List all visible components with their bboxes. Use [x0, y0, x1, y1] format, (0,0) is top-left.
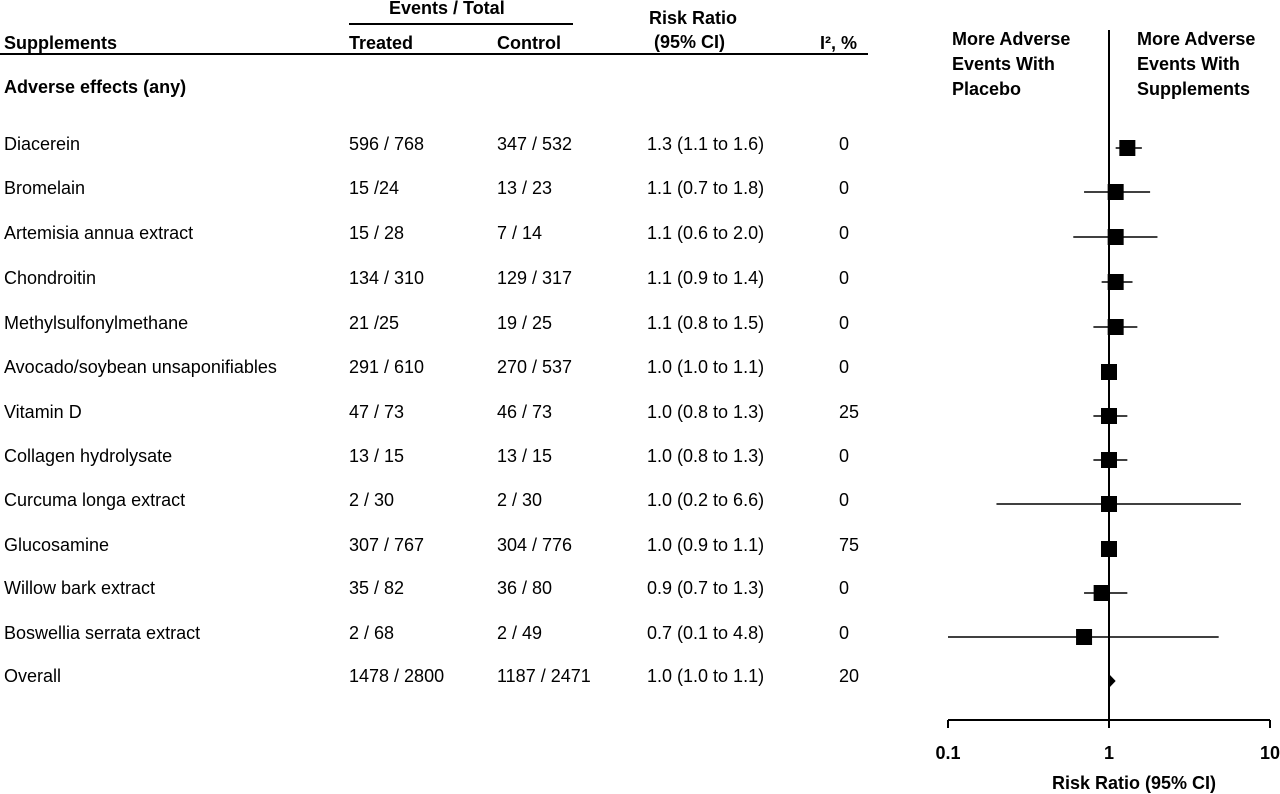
row-treated: 2 / 30 — [349, 490, 395, 510]
row-i2: 0 — [839, 134, 850, 154]
row-i2: 0 — [839, 578, 850, 598]
row-i2: 20 — [839, 666, 860, 686]
row-supplement: Willow bark extract — [4, 578, 156, 598]
row-supplement: Vitamin D — [4, 402, 82, 422]
row-i2: 75 — [839, 535, 860, 555]
row-supplement: Avocado/soybean unsaponifiables — [4, 357, 277, 377]
row-risk-ratio: 1.1 (0.6 to 2.0) — [647, 223, 765, 243]
events-total-header: Events / Total — [389, 0, 505, 18]
point-estimate — [1101, 541, 1117, 557]
row-risk-ratio: 1.0 (0.9 to 1.1) — [647, 535, 765, 555]
overall-diamond — [1109, 674, 1116, 688]
row-control: 2 / 49 — [497, 623, 543, 643]
point-estimate — [1119, 140, 1135, 156]
row-treated: 134 / 310 — [349, 268, 425, 288]
point-estimate — [1108, 274, 1124, 290]
row-risk-ratio: 1.0 (0.8 to 1.3) — [647, 402, 765, 422]
row-supplement: Bromelain — [4, 178, 86, 198]
point-estimate — [1108, 184, 1124, 200]
row-treated: 15 / 28 — [349, 223, 405, 243]
row-treated: 47 / 73 — [349, 402, 405, 422]
row-supplement: Overall — [4, 666, 62, 686]
point-estimate — [1108, 229, 1124, 245]
point-estimate — [1108, 319, 1124, 335]
row-supplement: Boswellia serrata extract — [4, 623, 201, 643]
row-supplement: Methylsulfonylmethane — [4, 313, 189, 333]
row-i2: 0 — [839, 223, 850, 243]
row-treated: 596 / 768 — [349, 134, 425, 154]
row-risk-ratio: 1.0 (0.8 to 1.3) — [647, 446, 765, 466]
row-supplement: Curcuma longa extract — [4, 490, 186, 510]
row-risk-ratio: 1.1 (0.8 to 1.5) — [647, 313, 765, 333]
row-control: 46 / 73 — [497, 402, 553, 422]
treated-header: Treated — [349, 33, 414, 53]
risk-ratio-header: Risk Ratio — [649, 8, 738, 28]
point-estimate — [1101, 408, 1117, 424]
row-supplement: Artemisia annua extract — [4, 223, 194, 243]
row-i2: 0 — [839, 313, 850, 333]
point-estimate — [1101, 496, 1117, 512]
row-treated: 15 /24 — [349, 178, 400, 198]
section-title: Adverse effects (any) — [4, 77, 187, 97]
row-control: 129 / 317 — [497, 268, 573, 288]
row-control: 270 / 537 — [497, 357, 573, 377]
row-treated: 307 / 767 — [349, 535, 425, 555]
left-direction-label: More Adverse — [952, 29, 1071, 49]
ci-header: (95% CI) — [654, 32, 726, 52]
row-risk-ratio: 1.0 (0.2 to 6.6) — [647, 490, 765, 510]
row-risk-ratio: 0.9 (0.7 to 1.3) — [647, 578, 765, 598]
row-supplement: Diacerein — [4, 134, 81, 154]
row-i2: 25 — [839, 402, 860, 422]
right-direction-label: Supplements — [1137, 79, 1251, 99]
row-treated: 291 / 610 — [349, 357, 425, 377]
row-control: 36 / 80 — [497, 578, 553, 598]
row-control: 13 / 15 — [497, 446, 553, 466]
point-estimate — [1101, 364, 1117, 380]
left-direction-label: Events With — [952, 54, 1055, 74]
point-estimate — [1094, 585, 1110, 601]
row-i2: 0 — [839, 623, 850, 643]
row-i2: 0 — [839, 490, 850, 510]
row-i2: 0 — [839, 357, 850, 377]
row-control: 7 / 14 — [497, 223, 543, 243]
x-tick-label: 0.1 — [935, 743, 961, 763]
row-supplement: Glucosamine — [4, 535, 110, 555]
x-axis-label: Risk Ratio (95% CI) — [1051, 773, 1217, 793]
row-treated: 21 /25 — [349, 313, 400, 333]
row-i2: 0 — [839, 268, 850, 288]
supplements-header: Supplements — [4, 33, 118, 53]
point-estimate — [1101, 452, 1117, 468]
row-risk-ratio: 1.1 (0.9 to 1.4) — [647, 268, 765, 288]
right-direction-label: Events With — [1137, 54, 1240, 74]
row-control: 347 / 532 — [497, 134, 573, 154]
row-supplement: Chondroitin — [4, 268, 97, 288]
row-risk-ratio: 1.0 (1.0 to 1.1) — [647, 666, 765, 686]
x-tick-label: 10 — [1259, 743, 1280, 763]
left-direction-label: Placebo — [952, 79, 1022, 99]
row-control: 304 / 776 — [497, 535, 573, 555]
row-i2: 0 — [839, 178, 850, 198]
row-treated: 35 / 82 — [349, 578, 405, 598]
row-risk-ratio: 1.3 (1.1 to 1.6) — [647, 134, 765, 154]
row-risk-ratio: 0.7 (0.1 to 4.8) — [647, 623, 765, 643]
point-estimate — [1076, 629, 1092, 645]
row-control: 13 / 23 — [497, 178, 553, 198]
x-tick-label: 1 — [1103, 743, 1115, 763]
row-i2: 0 — [839, 446, 850, 466]
control-header: Control — [497, 33, 561, 53]
row-control: 1187 / 2471 — [497, 666, 591, 686]
row-risk-ratio: 1.0 (1.0 to 1.1) — [647, 357, 765, 377]
row-control: 19 / 25 — [497, 313, 553, 333]
row-control: 2 / 30 — [497, 490, 543, 510]
row-supplement: Collagen hydrolysate — [4, 446, 173, 466]
row-risk-ratio: 1.1 (0.7 to 1.8) — [647, 178, 765, 198]
row-treated: 2 / 68 — [349, 623, 395, 643]
row-treated: 13 / 15 — [349, 446, 405, 466]
row-treated: 1478 / 2800 — [349, 666, 445, 686]
right-direction-label: More Adverse — [1137, 29, 1256, 49]
i2-header: I², % — [820, 33, 858, 53]
